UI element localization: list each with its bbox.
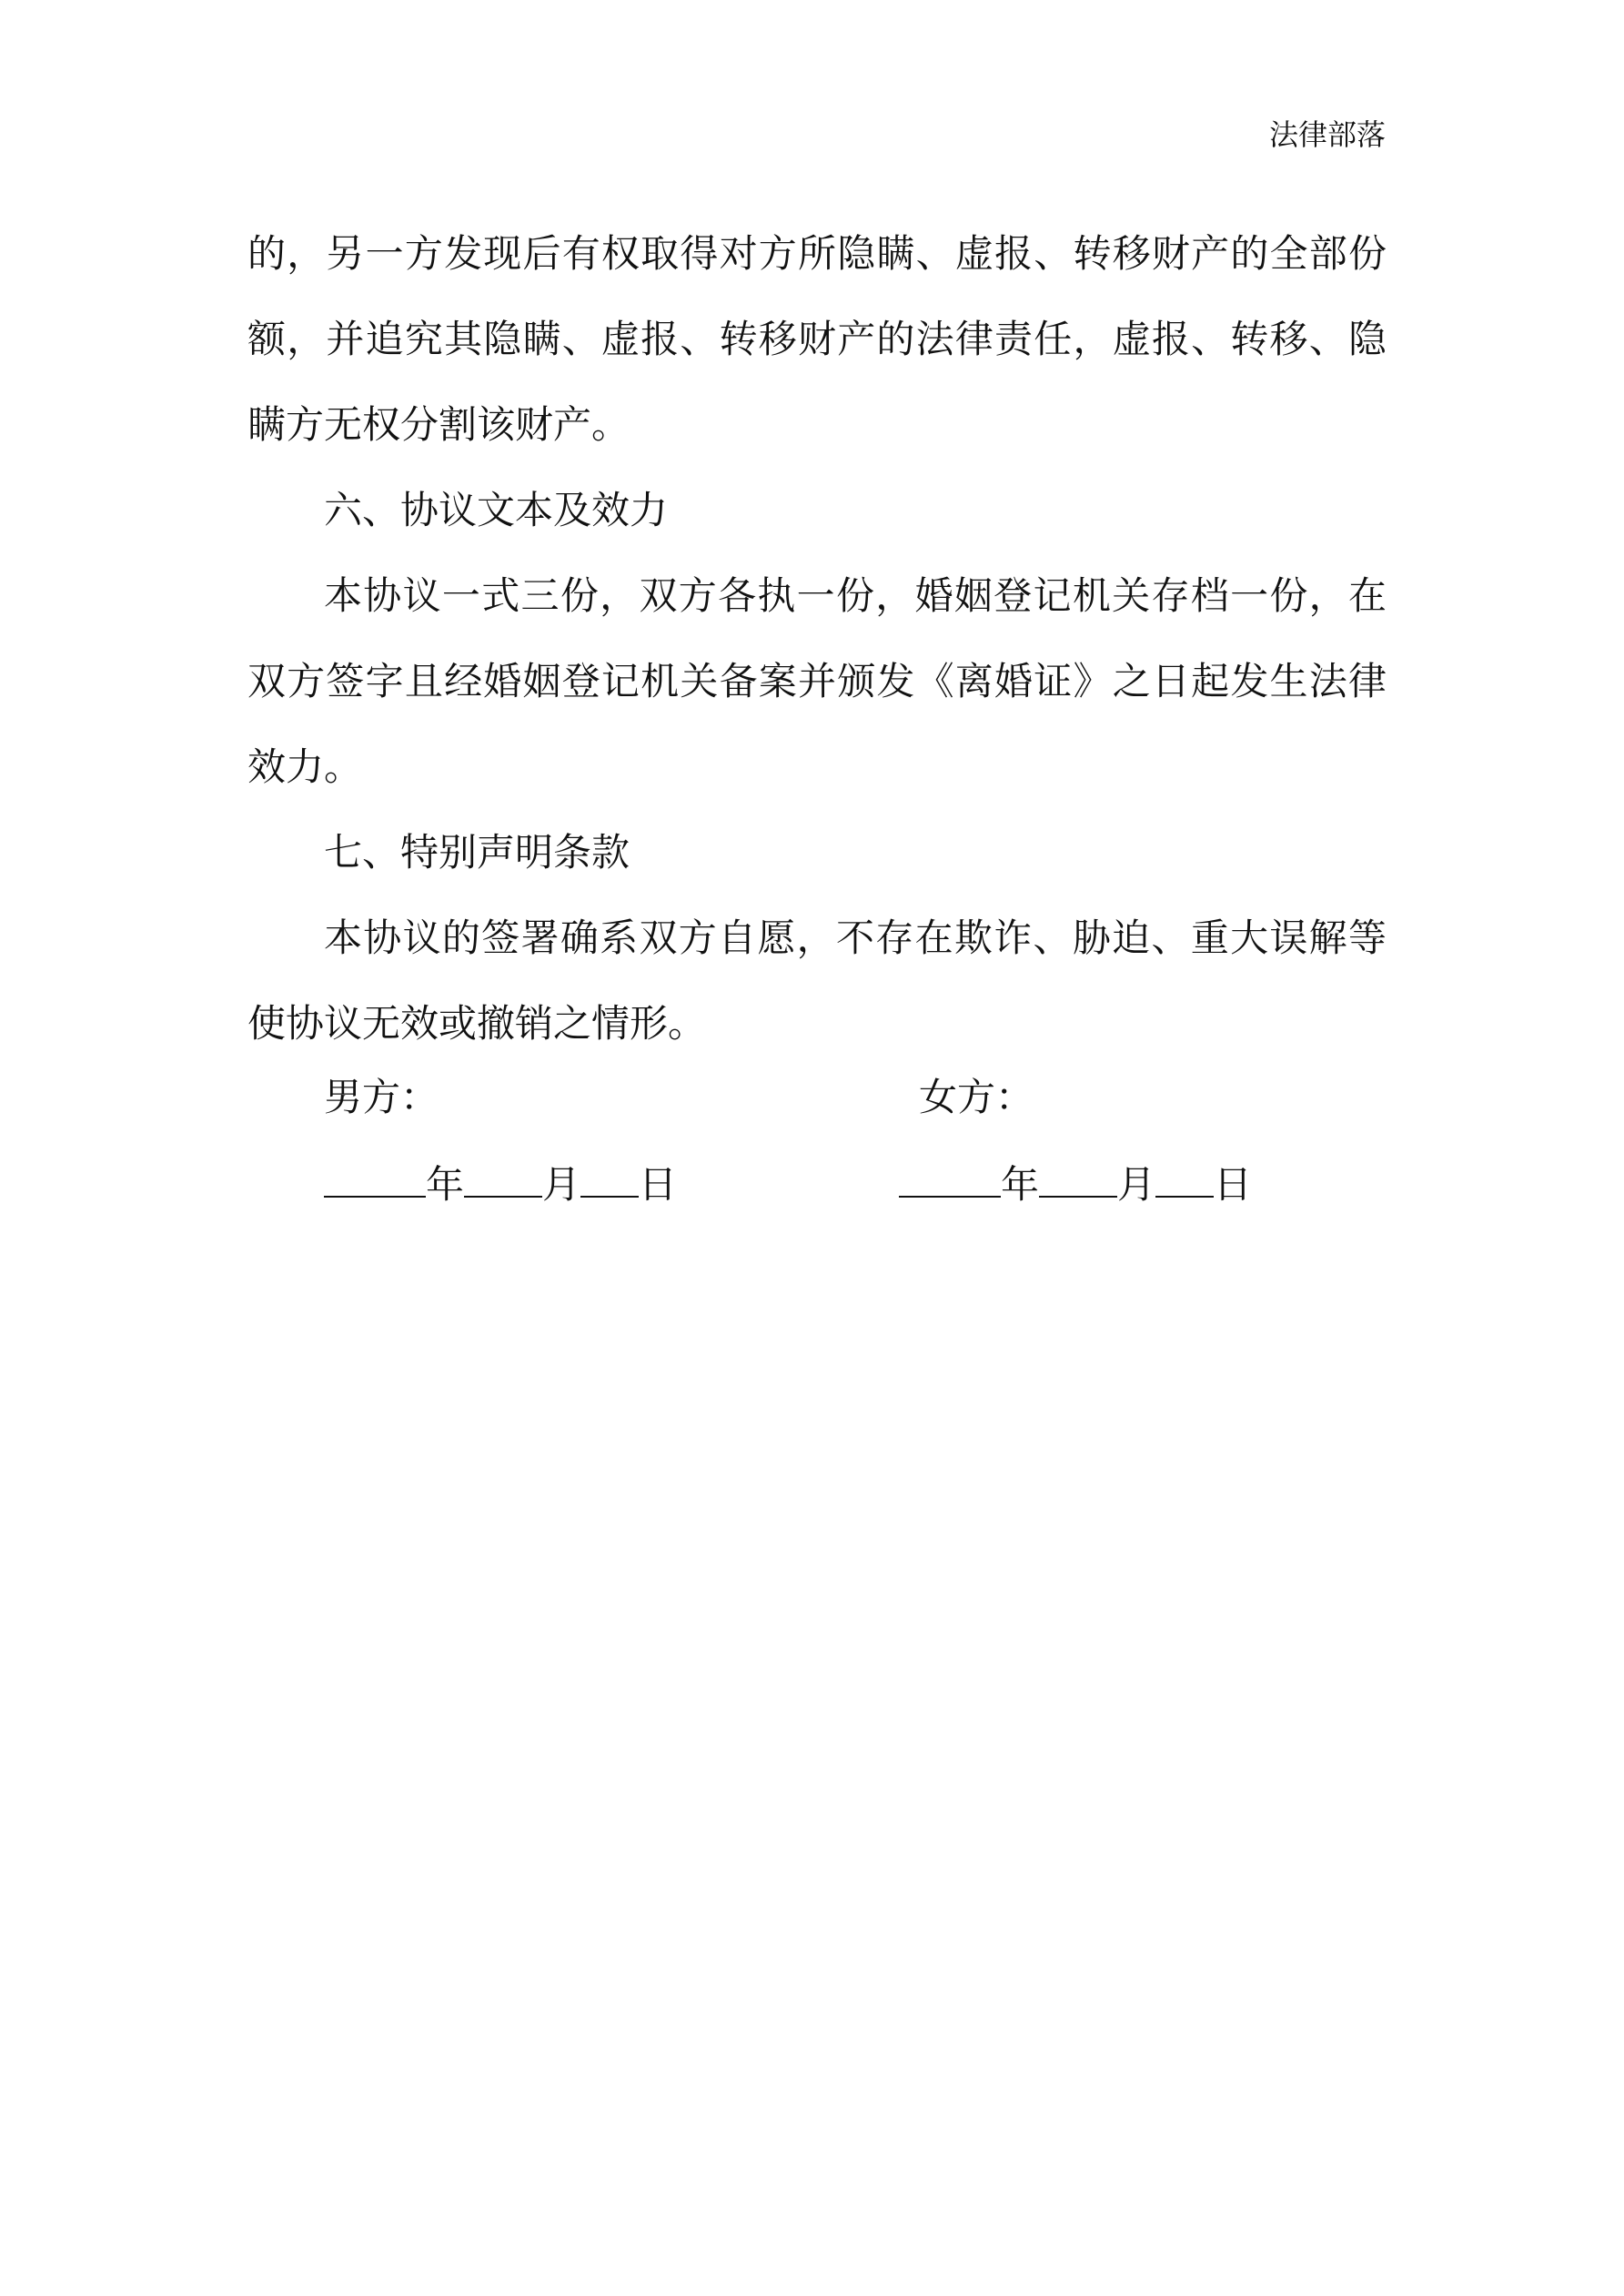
female-day-blank — [1155, 1156, 1214, 1198]
female-month-blank — [1039, 1156, 1117, 1198]
male-signature-label: 男方： — [324, 1075, 439, 1119]
paragraph-special-statement: 本协议的签署确系双方自愿，不存在欺诈、胁迫、重大误解等使协议无效或撤销之情形。 — [247, 915, 1387, 1046]
female-signature-label: 女方： — [919, 1075, 1034, 1119]
paragraph-agreement-validity: 本协议一式三份，双方各执一份，婚姻登记机关存档一份，在双方签字且经婚姻登记机关备案并颁发《离婚证》之日起发生法律效力。 — [247, 573, 1387, 789]
male-day-label: 日 — [639, 1162, 678, 1207]
male-month-blank — [464, 1156, 542, 1198]
female-month-label: 月 — [1117, 1162, 1156, 1207]
male-year-label: 年 — [426, 1162, 465, 1207]
female-signature-date — [899, 1156, 1252, 1212]
section-heading-six: 六、协议文本及效力 — [324, 488, 669, 532]
section-heading-seven: 七、特别声明条款 — [324, 830, 630, 875]
document-header: 法律部落 — [1268, 117, 1386, 152]
female-day-label: 日 — [1214, 1162, 1253, 1207]
female-year-blank — [899, 1156, 1001, 1198]
male-year-blank — [324, 1156, 426, 1198]
paragraph-continuation: 的，另一方发现后有权取得对方所隐瞒、虚报、转移财产的全部份额，并追究其隐瞒、虚报、转移财产的法律责任，虚报、转移、隐瞒方无权分割该财产。 — [247, 231, 1387, 447]
male-day-blank — [580, 1156, 639, 1198]
male-month-label: 月 — [542, 1162, 581, 1207]
document-body — [247, 211, 1387, 1067]
male-signature-date — [324, 1156, 677, 1212]
female-year-label: 年 — [1001, 1162, 1040, 1207]
